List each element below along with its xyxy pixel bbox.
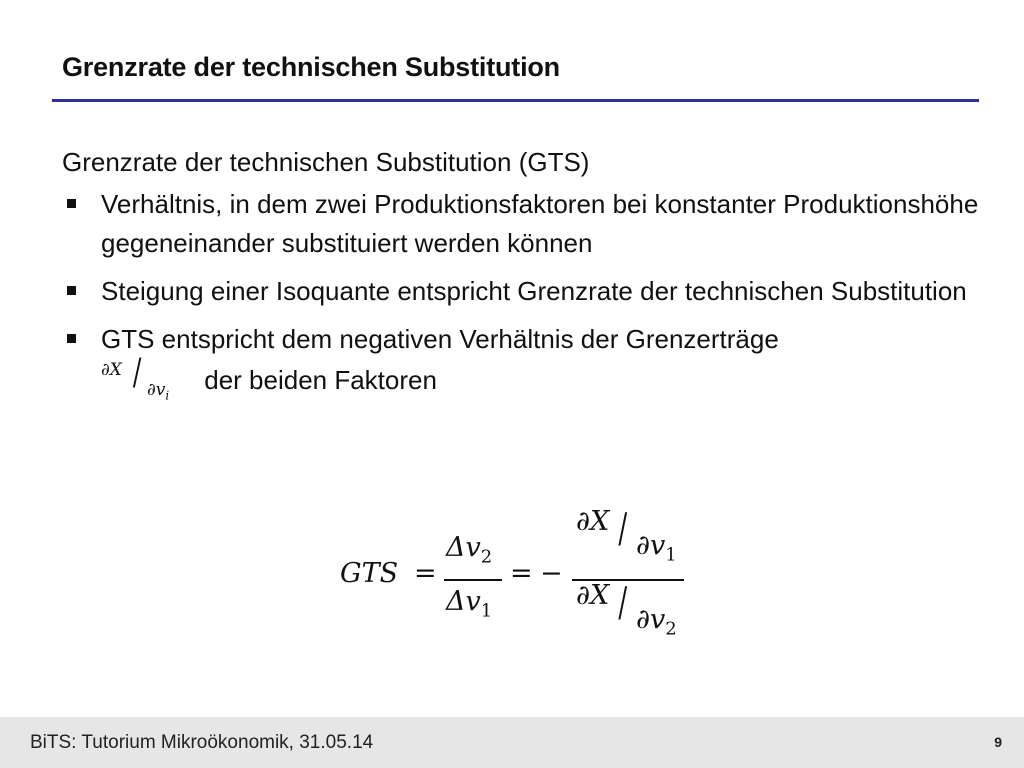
gts-formula	[340, 508, 740, 648]
title-divider	[52, 99, 979, 102]
bullet-item	[62, 272, 982, 311]
formula-partial-fraction	[572, 508, 684, 648]
partial-numerator	[576, 506, 686, 566]
delta-numerator-sub: 2	[480, 546, 493, 568]
delta-denominator-base: Δv	[446, 586, 481, 617]
bullet-tail-text: der beiden Faktoren	[204, 365, 437, 395]
inline-fraction-denominator	[147, 371, 169, 415]
fraction-slash: /	[618, 580, 628, 626]
inline-fraction-numerator: ∂X	[101, 360, 122, 380]
partial-denominator-den-sub: 2	[665, 618, 677, 640]
page-number: 9	[994, 734, 1002, 750]
fraction-slash: /	[618, 506, 628, 552]
fraction-slash: /	[132, 352, 142, 393]
inline-fraction	[101, 352, 197, 403]
bullet-text: Verhältnis, in dem zwei Produktionsfaktoren bei konstanter Produktionshöhe gegeneinander substituiert werden können	[101, 189, 979, 258]
lead-text: Grenzrate der technischen Substitution (GTS)	[62, 147, 590, 177]
footer-text: BiTS: Tutorium Mikroökonomik, 31.05.14	[30, 732, 374, 753]
slide-content	[62, 143, 982, 412]
formula-delta-fraction	[444, 508, 502, 638]
fraction-bar	[444, 579, 502, 581]
partial-denominator	[576, 580, 686, 640]
partial-denominator-den-base: ∂v	[636, 604, 666, 635]
bullet-text: Steigung einer Isoquante entspricht Grenzrate der technischen Substitution	[101, 276, 967, 306]
partial-denominator-den	[636, 604, 677, 639]
formula-equals: =	[414, 558, 437, 589]
delta-numerator	[446, 532, 492, 567]
slide-footer	[0, 717, 1024, 768]
slide-title: Grenzrate der technischen Substitution	[62, 52, 560, 82]
inline-fraction-denominator-base: ∂v	[147, 380, 166, 400]
inline-fraction-denominator-sub: i	[165, 388, 170, 403]
partial-numerator-den	[636, 530, 677, 565]
square-bullet-icon	[67, 199, 76, 208]
formula-equals: =	[510, 558, 533, 589]
bullet-text: GTS entspricht dem negativen Verhältnis der Grenzerträge	[101, 324, 779, 354]
partial-numerator-num: ∂X	[576, 506, 610, 537]
square-bullet-icon	[67, 334, 76, 343]
delta-denominator-sub: 1	[480, 600, 493, 622]
bullet-list	[62, 185, 982, 403]
bullet-item	[62, 185, 982, 263]
formula-lhs: GTS	[340, 558, 399, 589]
delta-denominator	[446, 586, 492, 621]
partial-numerator-den-sub: 1	[665, 544, 677, 566]
square-bullet-icon	[67, 286, 76, 295]
delta-numerator-base: Δv	[446, 532, 481, 563]
partial-numerator-den-base: ∂v	[636, 530, 666, 561]
partial-denominator-num: ∂X	[576, 580, 610, 611]
bullet-item	[62, 320, 982, 403]
formula-minus: −	[540, 558, 563, 589]
